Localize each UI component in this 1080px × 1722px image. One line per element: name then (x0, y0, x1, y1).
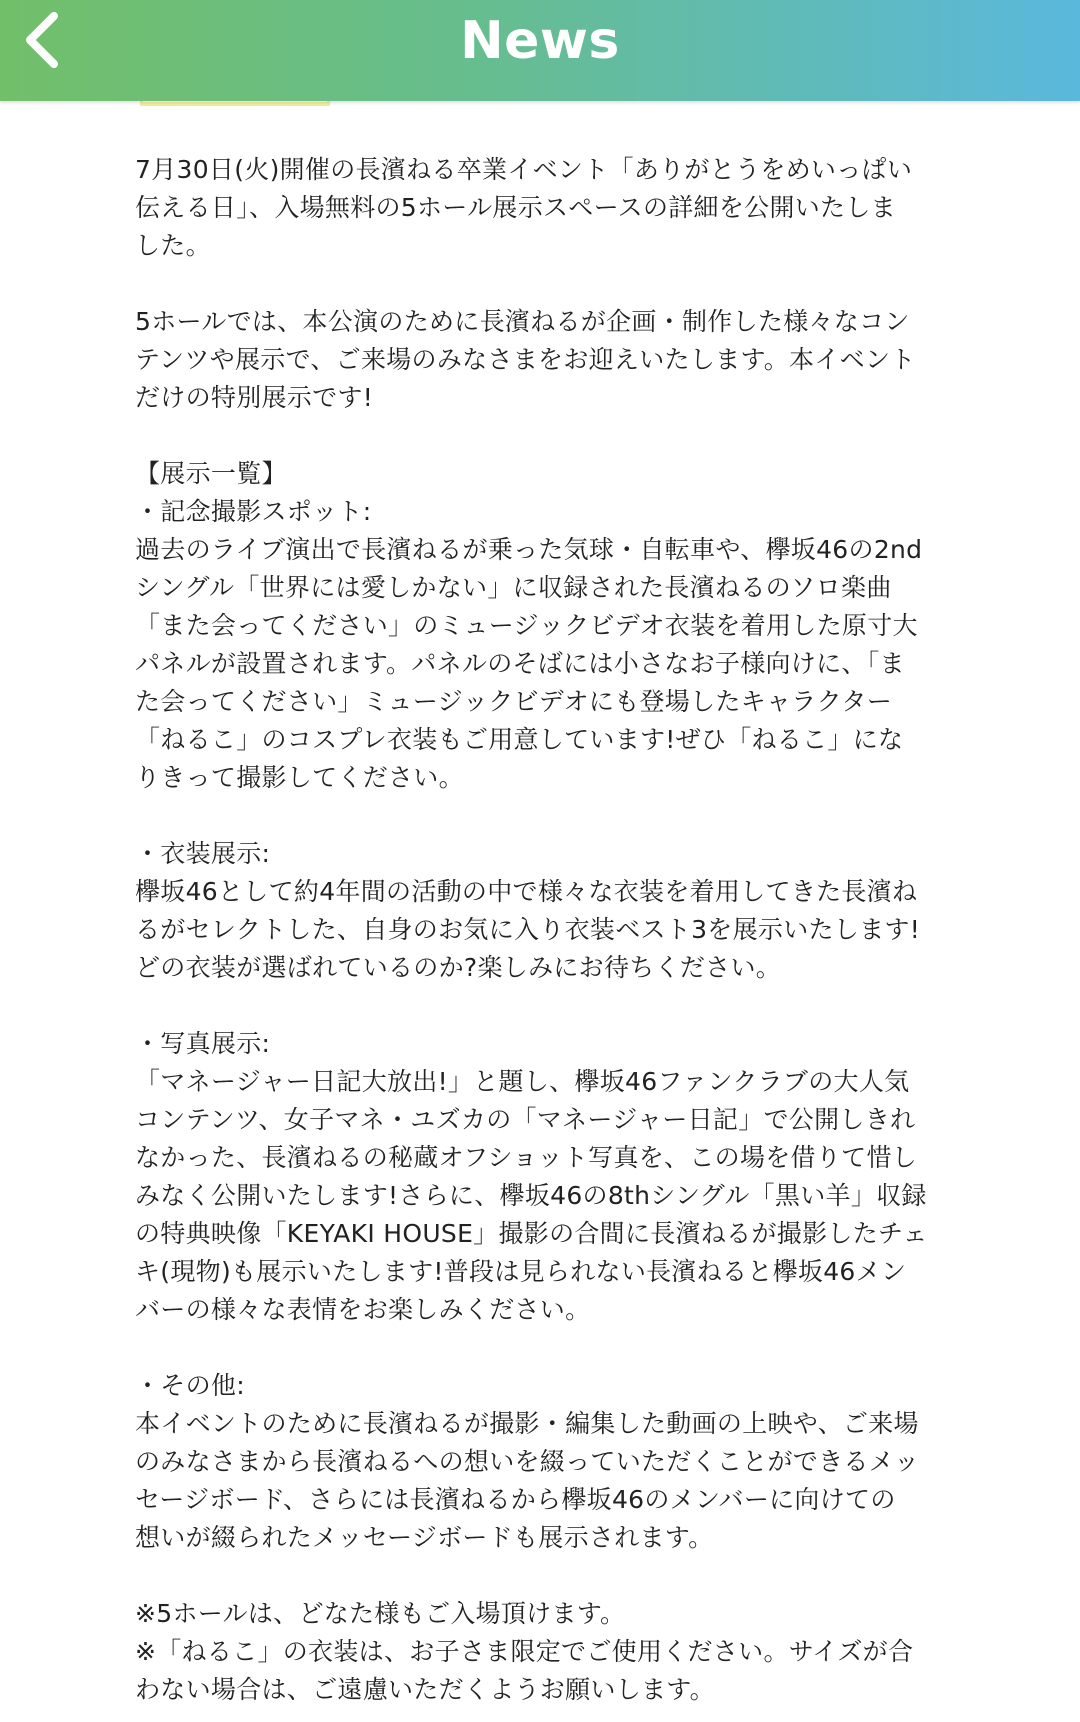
app-header (0, 0, 1080, 101)
article-line: どの衣装が選ばれているのか?楽しみにお待ちください。 (135, 953, 782, 982)
article-line: バーの様々な表情をお楽しみください。 (135, 1295, 591, 1324)
article-line: 本イベントのために長濱ねるが撮影・編集した動画の上映や、ご来場 (135, 1409, 919, 1438)
article-line: ・記念撮影スポット: (135, 497, 372, 526)
paragraph-gap (135, 987, 955, 1025)
article-line: なかった、長濱ねるの秘蔵オフショット写真を、この場を借りて惜し (135, 1143, 918, 1172)
page-title: News (460, 11, 620, 71)
paragraph-gap (135, 1329, 955, 1367)
article-line: みなく公開いたします!さらに、欅坂46の8thシングル「黒い羊」収録 (135, 1181, 927, 1210)
article-line: 5ホールでは、本公演のために長濱ねるが企画・制作した様々なコン (135, 307, 910, 336)
article-line: 欅坂46として約4年間の活動の中で様々な衣装を着用してきた長濱ね (135, 877, 918, 906)
article-line: ※「ねるこ」の衣装は、お子さま限定でご使用ください。サイズが合 (135, 1637, 914, 1666)
article-line: りきって撮影してください。 (135, 763, 464, 792)
article-line: 「ねるこ」のコスプレ衣装もご用意しています!ぜひ「ねるこ」にな (135, 725, 904, 754)
article-body (135, 151, 955, 1709)
article-line: の特典映像「KEYAKI HOUSE」撮影の合間に長濱ねるが撮影したチェ (135, 1219, 928, 1248)
article-line: パネルが設置されます。パネルのそばには小さなお子様向けに、「ま (135, 649, 905, 678)
article-line: のみなさまから長濱ねるへの想いを綴っていただくことができるメッ (135, 1447, 920, 1476)
article-line: 7月30日(火)開催の長濱ねる卒業イベント「ありがとうをめいっぱい (135, 155, 913, 184)
article-line: わない場合は、ご遠慮いただくようお願いします。 (135, 1675, 715, 1704)
article-line: した。 (135, 231, 211, 260)
article-line: 過去のライブ演出で長濱ねるが乗った気球・自転車や、欅坂46の2nd (135, 535, 923, 564)
article-line: 「マネージャー日記大放出!」と題し、欅坂46ファンクラブの大人気 (135, 1067, 910, 1096)
article-line: キ(現物)も展示いたします!普段は見られない長濱ねると欅坂46メン (135, 1257, 907, 1286)
article-line: テンツや展示で、ご来場のみなさまをお迎えいたします。本イベント (135, 345, 916, 374)
article-line: た会ってください」ミュージックビデオにも登場したキャラクター (135, 687, 893, 716)
article-line: ・その他: (135, 1371, 245, 1400)
article-line: 想いが綴られたメッセージボードも展示されます。 (135, 1523, 714, 1552)
article-line: 【展示一覧】 (135, 459, 287, 488)
article-line: るがセレクトした、自身のお気に入り衣装ベスト3を展示いたします! (135, 915, 921, 944)
paragraph-gap (135, 265, 955, 303)
article-line: シングル「世界には愛しかない」に収録された長濱ねるのソロ楽曲 (135, 573, 892, 602)
paragraph-gap (135, 417, 955, 455)
article-line: 「また会ってください」のミュージックビデオ衣装を着用した原寸大 (135, 611, 918, 640)
article-line: ・衣装展示: (135, 839, 271, 868)
article-line: 伝える日」、入場無料の5ホール展示スペースの詳細を公開いたしま (135, 193, 896, 222)
paragraph-gap (135, 797, 955, 835)
article-line: ・写真展示: (135, 1029, 271, 1058)
article-line: コンテンツ、女子マネ・ユズカの「マネージャー日記」で公開しきれ (135, 1105, 916, 1134)
article-line: ※5ホールは、どなた様もご入場頂けます。 (135, 1599, 626, 1628)
paragraph-gap (135, 1557, 955, 1595)
article-line: だけの特別展示です! (135, 383, 374, 412)
article-line: セージボード、さらには長濱ねるから欅坂46のメンバーに向けての (135, 1485, 896, 1514)
